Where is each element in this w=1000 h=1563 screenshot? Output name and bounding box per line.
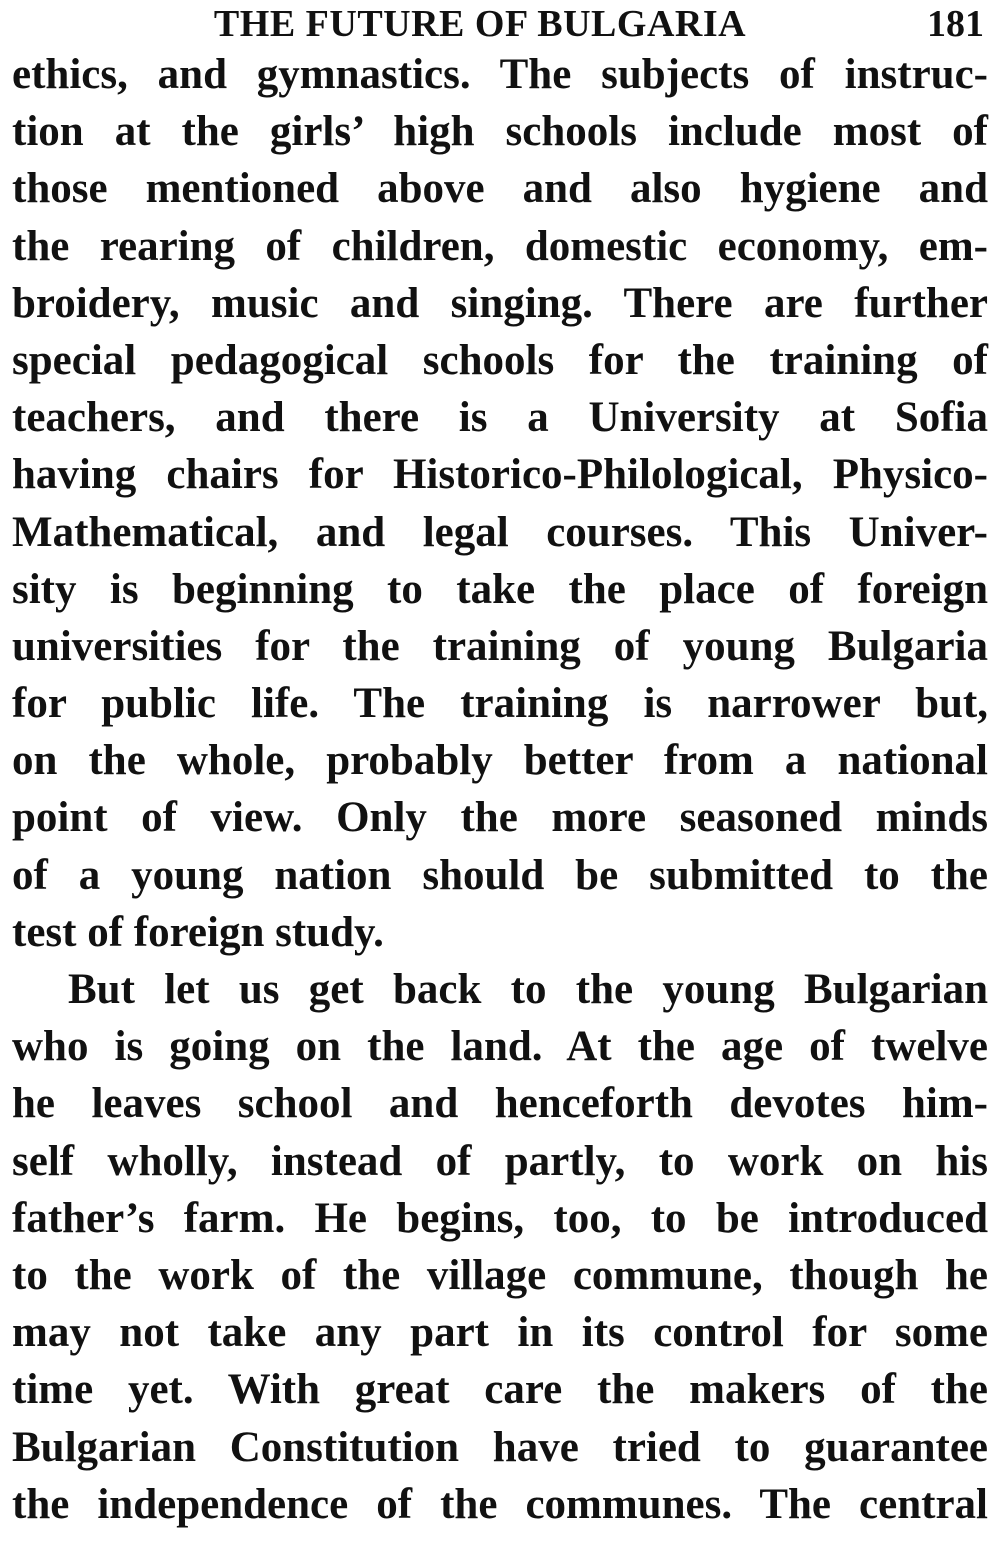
- book-page: [12, 0, 988, 1563]
- text-line: point of view. Only the more seasoned minds: [12, 794, 988, 842]
- text-line: ethics, and gymnastics. The subjects of instruc-: [12, 51, 988, 98]
- text-line: may not take any part in its control for some: [12, 1309, 988, 1357]
- text-line: time yet. With great care the makers of the: [12, 1366, 988, 1414]
- running-title: THE FUTURE OF BULGARIA: [213, 3, 747, 45]
- body-text: [12, 46, 988, 1533]
- text-line: the rearing of children, domestic economy, em-: [12, 222, 988, 270]
- text-line: But let us get back to the young Bulgarian: [68, 966, 988, 1013]
- text-line: tion at the girls’ high schools include most of: [12, 108, 988, 156]
- text-line: teachers, and there is a University at Sofia: [12, 394, 988, 442]
- text-line: Bulgarian Constitution have tried to guarantee: [12, 1423, 988, 1471]
- running-head: [12, 0, 988, 52]
- text-line: Mathematical, and legal courses. This Univer-: [12, 508, 988, 556]
- text-line: who is going on the land. At the age of twelve: [12, 1023, 988, 1071]
- text-line: to the work of the village commune, though he: [12, 1251, 988, 1299]
- text-line: on the whole, probably better from a national: [12, 737, 988, 785]
- text-line: universities for the training of young Bulgaria: [12, 622, 988, 670]
- text-line: of a young nation should be submitted to the: [12, 851, 988, 899]
- page-number: 181: [927, 3, 984, 45]
- text-line: those mentioned above and also hygiene and: [12, 165, 988, 213]
- text-line: father’s farm. He begins, too, to be introduced: [12, 1194, 988, 1242]
- text-line: having chairs for Historico-Philological, Physico-: [12, 451, 988, 499]
- text-line: test of foreign study.: [12, 908, 384, 956]
- text-line: for public life. The training is narrower but,: [12, 680, 988, 728]
- text-line: he leaves school and henceforth devotes him-: [12, 1080, 988, 1128]
- paragraph-2: [12, 961, 988, 1533]
- text-line: the independence of the communes. The central: [12, 1480, 988, 1528]
- paragraph-1: [12, 46, 988, 961]
- text-line: self wholly, instead of partly, to work on his: [12, 1137, 988, 1185]
- text-line: broidery, music and singing. There are further: [12, 279, 988, 327]
- text-line: special pedagogical schools for the training of: [12, 336, 988, 384]
- text-line: sity is beginning to take the place of foreign: [12, 565, 988, 613]
